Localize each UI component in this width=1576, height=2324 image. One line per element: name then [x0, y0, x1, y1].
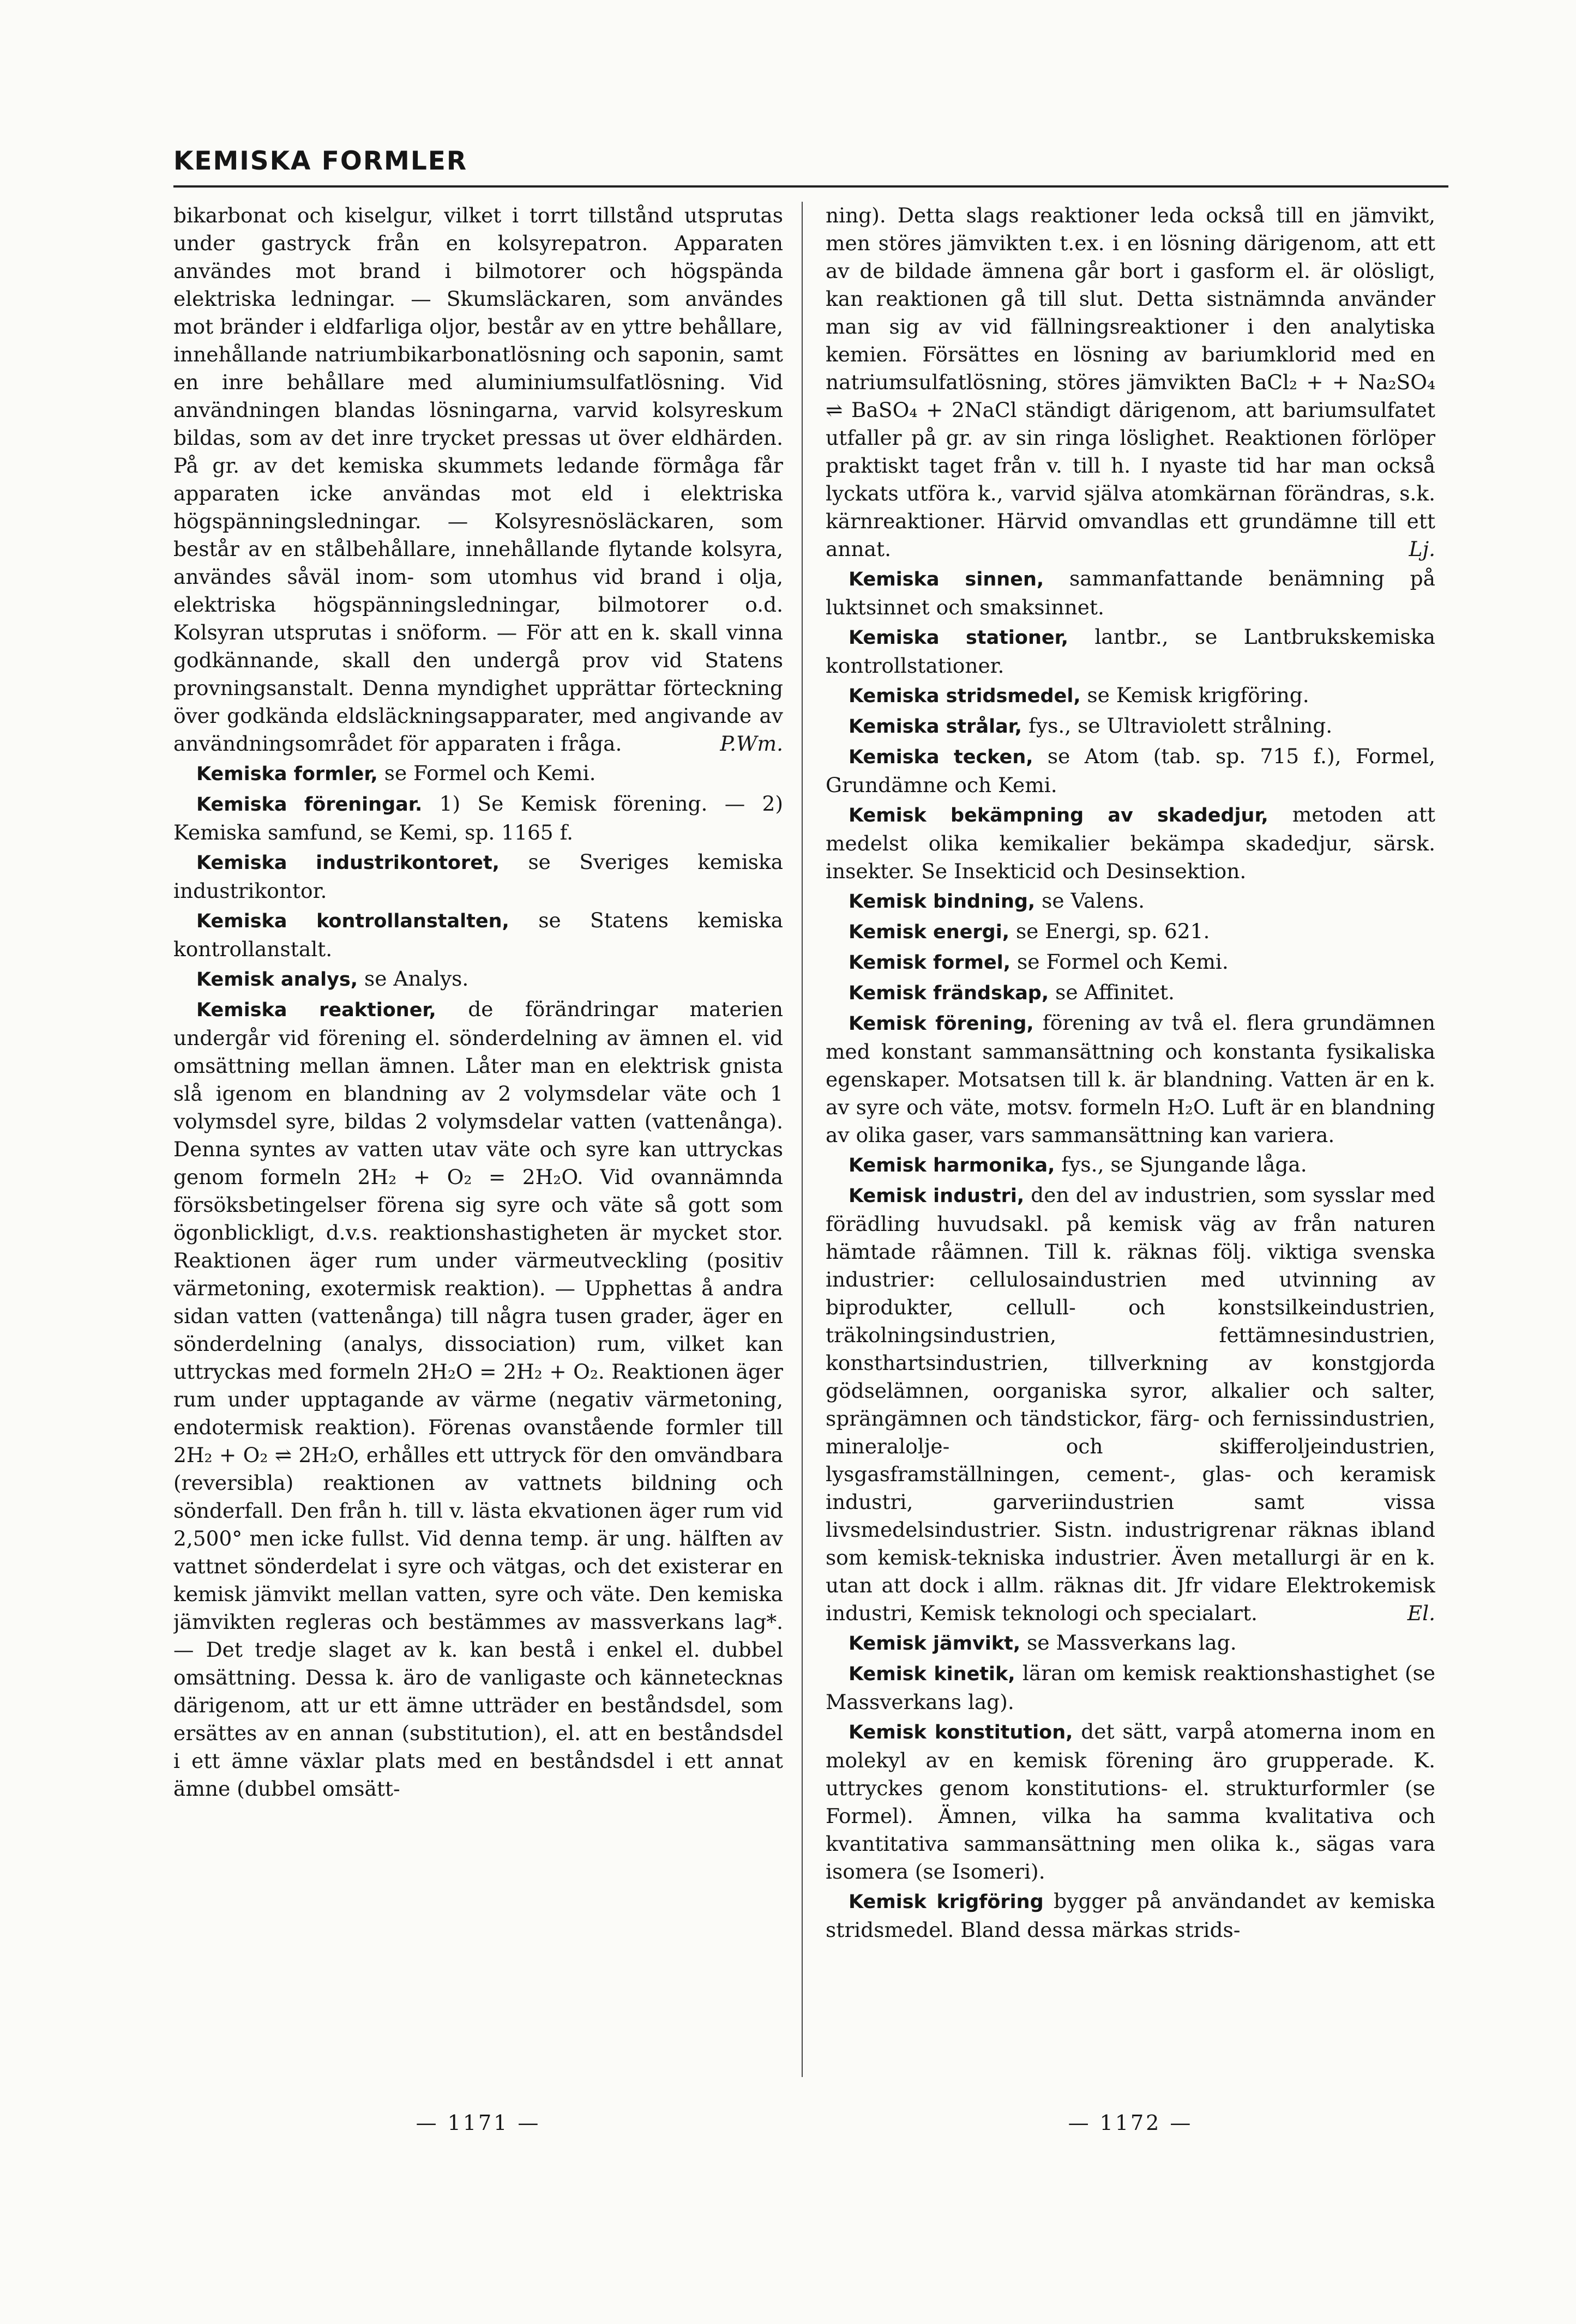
- entry-text: läran om kemisk reaktionshastighet (se Massverkans lag).: [826, 1661, 1435, 1714]
- entry-text: se Energi, sp. 621.: [1015, 919, 1210, 943]
- entry-text: se Statens kemiska kontrollanstalt.: [173, 908, 783, 961]
- entry-headword: Kemisk frändskap,: [849, 982, 1049, 1004]
- entry-text: fys., se Sjungande låga.: [1061, 1152, 1307, 1176]
- entry-headword: Kemiska formler,: [196, 763, 378, 785]
- author-signature: Lj.: [1409, 537, 1435, 561]
- entry-text: de förändringar materien undergår vid förening el. sönderdelning av ämnen el. vid omsättning mellan ämnen. Låter man en elektrisk gnista slå igenom en blandning av 2 volymsdelar väte och 1 volymsdel syre, bildas 2 volymsdelar vatten (vattenånga). Denna syntes av vatten utav väte och syre kan uttryckas genom formeln 2H₂ + O₂ = 2H₂O. Vid ovannämnda försöksbetingelser förena sig syre och väte så gott som ögonblickligt, d.v.s. reaktionshastigheten är mycket stor. Reaktionen äger rum under värmeutveckling (positiv värmetoning, exotermisk reaktion). — Upphettas å andra sidan vatten (vattenånga) till några tusen grader, äger en sönderdelning (analys, dissociation) rum, vilket kan uttryckas med formeln 2H₂O = 2H₂ + O₂. Reaktionen äger rum under upptagande av värme (negativ värmetoning, endotermisk reaktion). Förenas ovanstående formler till 2H₂ + O₂ ⇌ 2H₂O, erhålles ett uttryck för den omvändbara (reversibla) reaktionen av vattnets bildning och sönderfall. Den från h. till v. lästa ekvationen äger rum vid 2,500° men icke fullst. Vid denna temp. är ung. hälften av vattnet sönderdelat i syre och vätgas, och det existerar en kemisk jämvikt mellan vatten, syre och väte. Den kemiska jämvikten regleras och bestämmes av massverkans lag*. — Det tredje slaget av k. kan bestå i enkel el. dubbel omsättning. Dessa k. äro de vanligaste och kännetecknas därigenom, att ur ett ämne utträder en beståndsdel, som ersättes av en annan (substitution), el. att en beståndsdel i ett ämne växlar plats med en beståndsdel i ett annat ämne (dubbel omsätt-: [173, 997, 783, 1801]
- entry-headword: Kemiska tecken,: [849, 746, 1033, 768]
- entry-text: ning). Detta slags reaktioner leda också till en jämvikt, men störes jämvikten t.ex. i en lösning därigenom, att ett av de bildade ämnena går bort i gasform el. är olösligt, kan reaktionen gå till slut. Detta sistnämnda använder man sig av vid fällningsreaktioner i den analytiska kemien. Försättes en lösning av bariumklorid med en natriumsulfatlösning, störes jämvikten BaCl₂ + + Na₂SO₄ ⇌ BaSO₄ + 2NaCl ständigt därigenom, att bariumsulfatet utfaller på gr. av sin ringa löslighet. Reaktionen förlöper praktiskt taget från v. till h. I nyaste tid har man också lyckats utföra k., varvid själva atomkärnan förändras, s.k. kärnreaktioner. Härvid omvandlas ett grundämne till ett annat.: [826, 203, 1435, 561]
- dictionary-entry: [826, 1887, 1435, 1944]
- entry-text: se Valens.: [1042, 889, 1145, 913]
- dictionary-entry: [826, 681, 1435, 710]
- entry-headword: Kemisk kinetik,: [849, 1663, 1015, 1685]
- page-number-right: — 1172 —: [1068, 2111, 1193, 2135]
- entry-headword: Kemisk bindning,: [849, 891, 1036, 913]
- entry-text: se Atom (tab. sp. 715 f.), Formel, Grundämne och Kemi.: [826, 744, 1435, 797]
- entry-text: metoden att medelst olika kemikalier bekämpa skadedjur, särsk. insekter. Se Insekticid och Desinsektion.: [826, 802, 1435, 883]
- dictionary-entry: [826, 801, 1435, 885]
- entry-text: den del av industrien, som sysslar med förädling huvudsakl. på kemisk väg av från naturen hämtade råämnen. Till k. räknas följ. viktiga svenska industrier: cellulosaindustrien med utvinning av biprodukter, cellull- och konstsilkeindustrien, träkolningsindustrien, fettämnesindustrien, konsthartsindustrien, tillverkning av konstgjorda gödselämnen, oorganiska syror, alkalier och salter, sprängämnen och tändstickor, färg- och fernissindustrien, mineralolje- och skifferoljeindustrien, lysgasframställningen, cement-, glas- och keramisk industri, garveriindustrien samt vissa livsmedelsindustrier. Sistn. industrigrenar räknas ibland som kemisk-tekniska industrier. Även metallurgi är en k. utan att dock i allm. räknas dit. Jfr vidare Elektrokemisk industri, Kemisk teknologi och specialart.: [826, 1183, 1435, 1625]
- entry-text: se Formel och Kemi.: [384, 761, 596, 785]
- dictionary-entry: [826, 712, 1435, 741]
- dictionary-entry: [826, 917, 1435, 946]
- entry-headword: Kemiska strålar,: [849, 716, 1022, 738]
- entry-text: sammanfattande benämning på luktsinnet och smaksinnet.: [826, 566, 1435, 619]
- entry-headword: Kemisk harmonika,: [849, 1155, 1055, 1176]
- entry-continuation: [173, 202, 783, 758]
- dictionary-entry: [173, 995, 783, 1803]
- entry-text: 1) Se Kemisk förening. — 2) Kemiska samfund, se Kemi, sp. 1165 f.: [173, 792, 783, 844]
- dictionary-entry: [826, 887, 1435, 916]
- entry-text: se Sveriges kemiska industrikontor.: [173, 850, 783, 903]
- right-column: [826, 202, 1435, 2077]
- dictionary-entry: [173, 790, 783, 847]
- entry-headword: Kemisk industri,: [849, 1185, 1025, 1207]
- entry-headword: Kemiska stridsmedel,: [849, 685, 1081, 707]
- entry-text: fys., se Ultraviolett strålning.: [1028, 714, 1333, 738]
- entry-text: se Affinitet.: [1055, 980, 1175, 1004]
- entry-headword: Kemisk jämvikt,: [849, 1633, 1021, 1655]
- entry-headword: Kemiska stationer,: [849, 627, 1069, 649]
- entry-text: bikarbonat och kiselgur, vilket i torrt tillstånd utsprutas under gastryck från en kolsyrepatron. Apparaten användes mot brand i bilmotorer och högspända elektriska ledningar. — Skumsläckaren, som användes mot bränder i eldfarliga oljor, består av en yttre behållare, innehållande natriumbikarbonatlösning och saponin, samt en inre behållare med aluminiumsulfatlösning. Vid användningen blandas lösningarna, varvid kolsyreskum bildas, som av det inre trycket pressas ut över eldhärden. På gr. av det kemiska skummets ledande förmåga får apparaten icke användas mot eld i elektriska högspänningsledningar. — Kolsyresnösläckaren, som består av en stålbehållare, innehållande flytande kolsyra, användes såväl inom- som utomhus vid brand i olja, elektriska högspänningsledningar, bilmotorer o.d. Kolsyran utsprutas i snöform. — För att en k. skall vinna godkännande, skall den undergå prov vid Statens provningsanstalt. Denna myndighet upprättar förteckning över godkända eldsläckningsapparater, med angivande av användningsområdet för apparaten i fråga.: [173, 203, 783, 756]
- page-number-left: — 1171 —: [416, 2111, 541, 2135]
- entry-text: det sätt, varpå atomerna inom en molekyl av en kemisk förening äro grupperade. K. uttryckes genom konstitutions- el. strukturformler (se Formel). Ämnen, vilka ha samma kvalitativa och kvantitativa sammansättning men olika k., sägas vara isomera (se Isomeri).: [826, 1719, 1435, 1884]
- entry-headword: Kemisk krigföring: [849, 1891, 1044, 1913]
- dictionary-entry: [826, 565, 1435, 621]
- dictionary-entry: [826, 948, 1435, 977]
- dictionary-entry: [173, 965, 783, 994]
- dictionary-entry: [826, 1718, 1435, 1886]
- header-rule: [173, 185, 1448, 188]
- entry-headword: Kemisk formel,: [849, 952, 1011, 974]
- entry-text: se Massverkans lag.: [1027, 1631, 1237, 1655]
- entry-headword: Kemisk bekämpning av skadedjur,: [849, 805, 1268, 826]
- author-signature: El.: [1407, 1601, 1435, 1625]
- entry-text: förening av två el. flera grundämnen med konstant sammansättning och konstanta fysikaliska egenskaper. Motsatsen till k. är blandning. Vatten är en k. av syre och väte, motsv. formeln H₂O. Luft är en blandning av olika gaser, vars sammansättning kan variera.: [826, 1011, 1435, 1147]
- author-signature: P.Wm.: [720, 732, 783, 756]
- entry-headword: Kemiska kontrollanstalten,: [196, 910, 509, 932]
- entry-continuation: [826, 202, 1435, 563]
- dictionary-entry: [826, 623, 1435, 680]
- column-divider: [802, 202, 803, 2077]
- entry-headword: Kemisk energi,: [849, 921, 1010, 943]
- entry-text: bygger på användandet av kemiska stridsmedel. Bland dessa märkas strids-: [826, 1889, 1435, 1942]
- entry-text: se Kemisk krigföring.: [1087, 683, 1309, 707]
- dictionary-entry: [826, 743, 1435, 799]
- entry-headword: Kemisk konstitution,: [849, 1722, 1073, 1743]
- dictionary-entry: [173, 759, 783, 788]
- dictionary-entry: [173, 907, 783, 963]
- dictionary-entry: [826, 1151, 1435, 1180]
- dictionary-entry: [826, 1629, 1435, 1658]
- entry-headword: Kemisk analys,: [196, 969, 358, 991]
- entry-headword: Kemiska sinnen,: [849, 569, 1044, 590]
- entry-text: se Analys.: [364, 967, 469, 991]
- dictionary-entry: [826, 1659, 1435, 1716]
- entry-text: se Formel och Kemi.: [1016, 950, 1229, 974]
- entry-headword: Kemisk förening,: [849, 1013, 1034, 1035]
- dictionary-entry: [826, 979, 1435, 1007]
- entry-headword: Kemiska föreningar.: [196, 794, 423, 816]
- dictionary-entry: [826, 1181, 1435, 1627]
- entry-headword: Kemiska industrikontoret,: [196, 852, 500, 874]
- running-head: KEMISKA FORMLER: [173, 146, 468, 176]
- entry-text: lantbr., se Lantbrukskemiska kontrollstationer.: [826, 625, 1435, 678]
- left-column: [173, 202, 783, 2077]
- dictionary-entry: [173, 848, 783, 905]
- entry-headword: Kemiska reaktioner,: [196, 999, 436, 1021]
- dictionary-entry: [826, 1009, 1435, 1149]
